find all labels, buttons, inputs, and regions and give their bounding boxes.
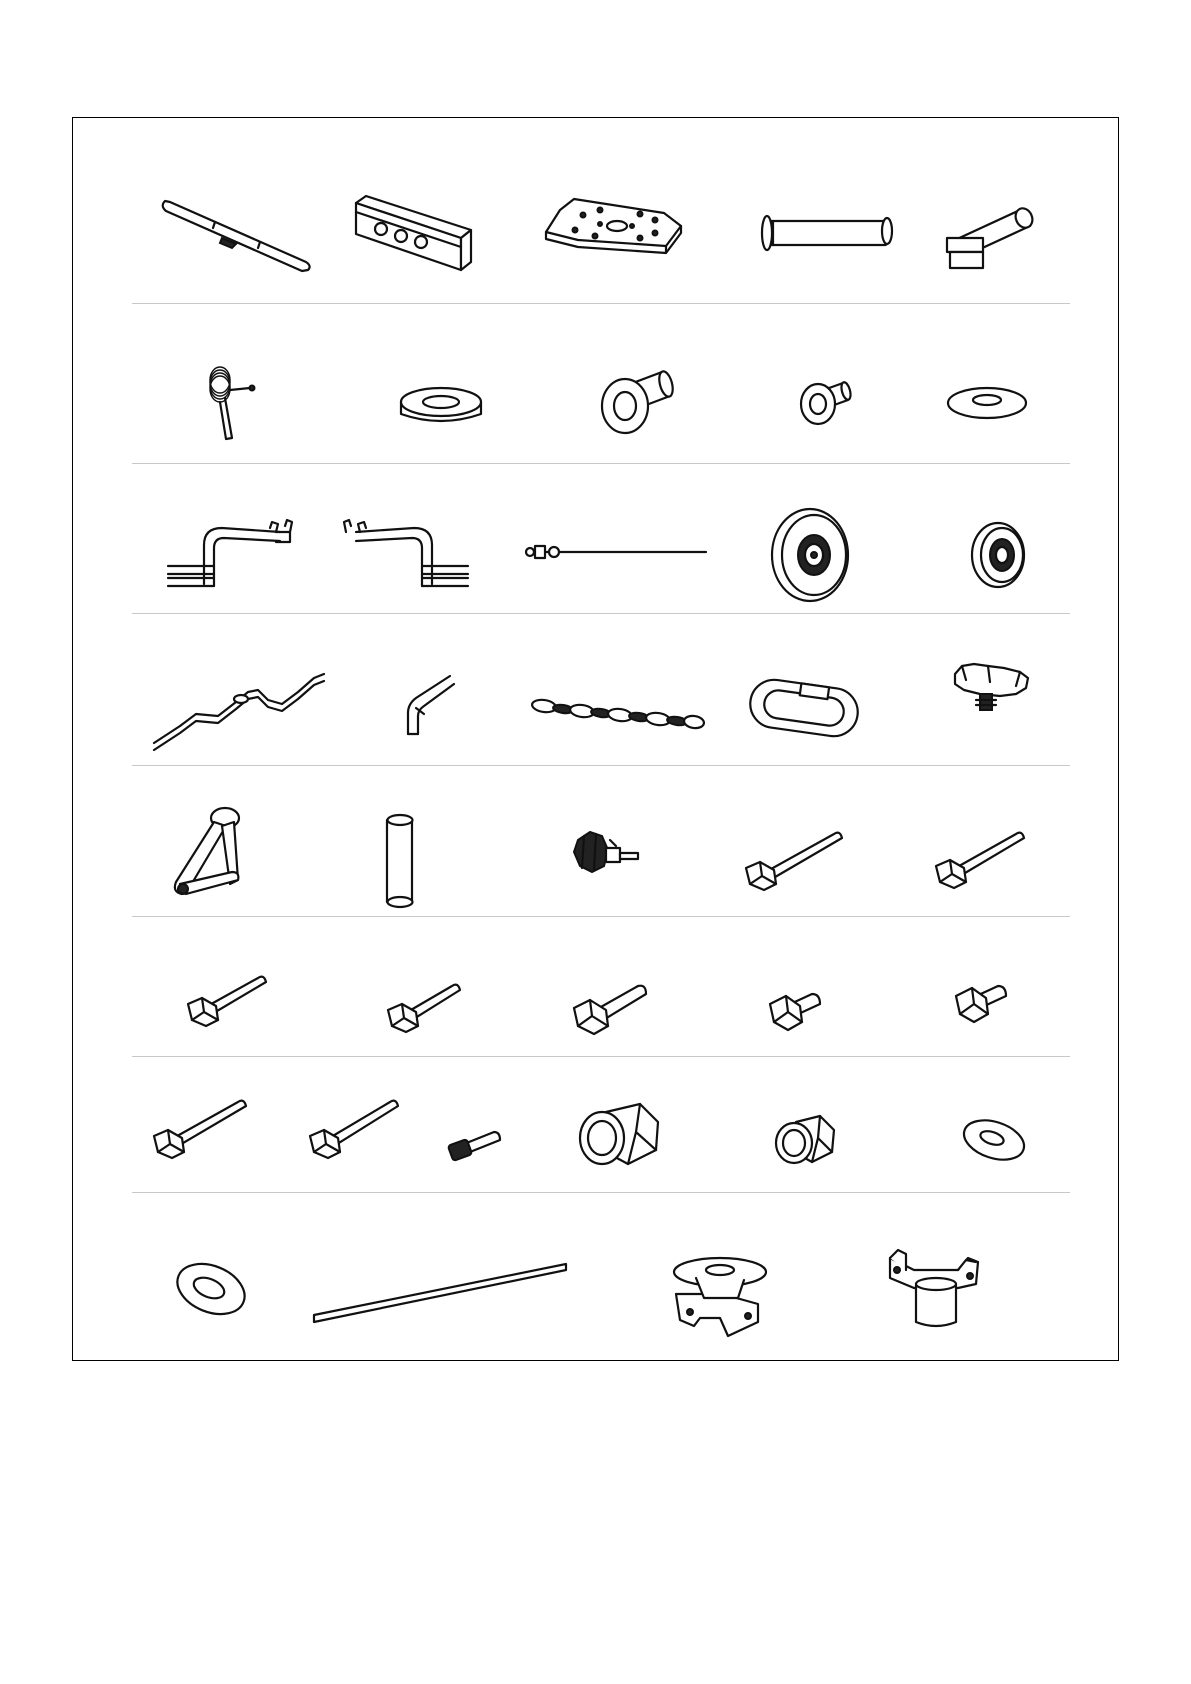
nut-large-icon (580, 1104, 658, 1164)
washer-large-icon (170, 1255, 252, 1324)
left-bracket-icon (168, 520, 292, 586)
cable-icon (526, 546, 706, 558)
flanged-bushing-large-icon (602, 370, 675, 433)
straight-bar-icon (163, 201, 310, 271)
bolt-e-icon (574, 986, 646, 1034)
bolt-d-icon (388, 985, 460, 1032)
tube-spacer-icon (387, 815, 413, 907)
pin-icon (762, 216, 892, 250)
short-bolt-a-icon (770, 994, 820, 1030)
pulley-large-icon (772, 509, 848, 601)
long-bolt-d-icon (310, 1101, 398, 1158)
flat-washer-icon (948, 388, 1026, 418)
quick-link-icon (747, 677, 861, 740)
spring-pin-icon (210, 367, 255, 439)
post-bracket-icon (890, 1250, 978, 1326)
foam-block-icon (356, 196, 471, 270)
long-bolt-a-icon (746, 833, 842, 890)
angled-rod-icon (408, 676, 454, 734)
curl-bar-icon (154, 674, 324, 750)
long-bolt-b-icon (936, 833, 1024, 888)
pulley-small-icon (972, 523, 1024, 587)
right-bracket-icon (344, 520, 468, 586)
socket-screw-icon (448, 1132, 500, 1161)
long-rod-icon (314, 1264, 566, 1322)
short-bolt-b-icon (956, 986, 1006, 1022)
washer-small-icon (959, 1113, 1029, 1166)
pivot-sleeve-icon (947, 206, 1035, 268)
flanged-bushing-small-icon (801, 381, 852, 424)
triangle-handle-icon (175, 808, 239, 894)
long-bolt-c-icon (154, 1101, 246, 1158)
bolt-c-icon (188, 977, 266, 1026)
nut-small-icon (776, 1116, 834, 1163)
chain-icon (531, 698, 704, 729)
star-knob-icon (955, 664, 1028, 710)
bearing-icon (401, 388, 481, 421)
pop-pin-icon (574, 832, 638, 872)
pulley-bracket-icon (674, 1258, 766, 1336)
mounting-plate-icon (546, 199, 681, 253)
